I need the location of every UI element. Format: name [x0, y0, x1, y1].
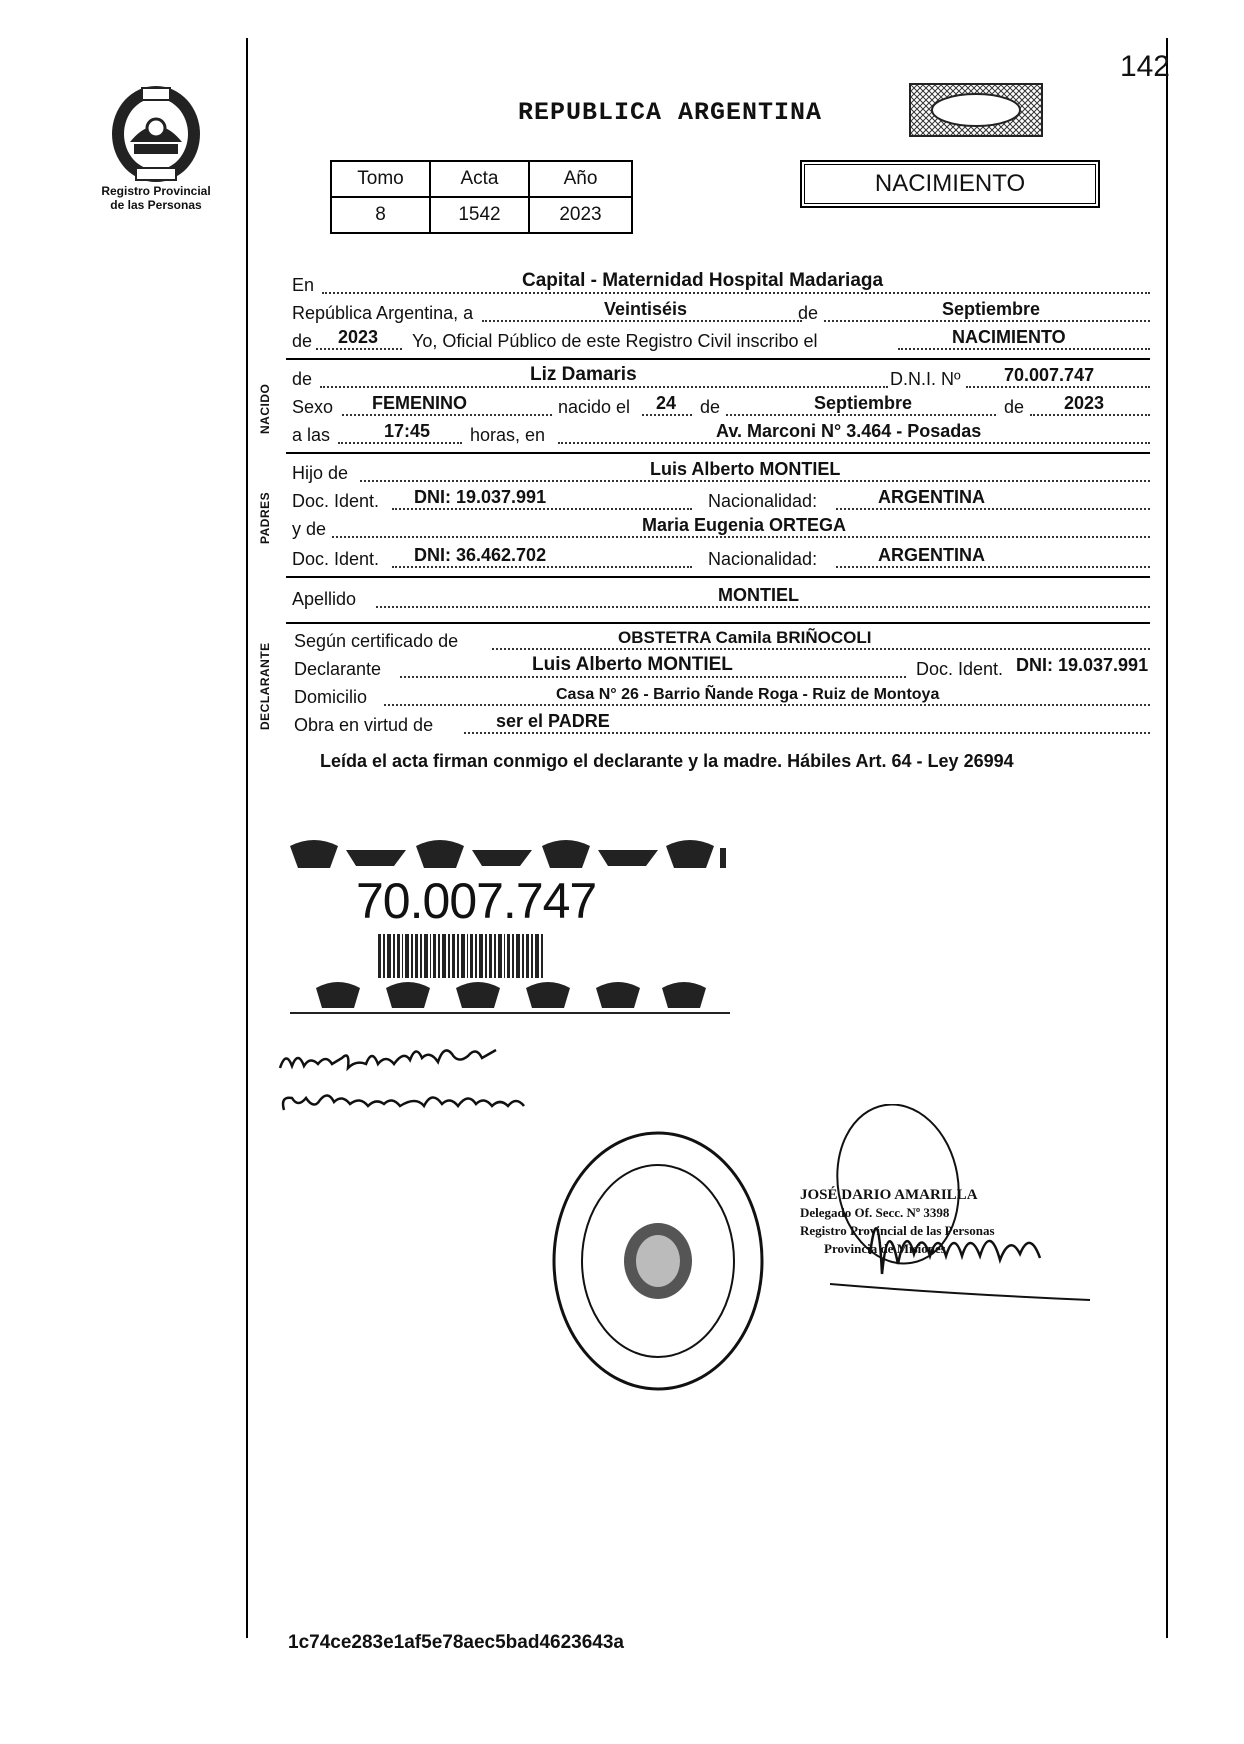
value-certificado: OBSTETRA Camila BRIÑOCOLI: [618, 628, 872, 647]
label-de-month: de: [700, 397, 721, 417]
header-anio: Año: [529, 161, 632, 197]
security-stamp-icon: [908, 82, 1044, 138]
value-apellido: MONTIEL: [718, 585, 799, 605]
document-type-box: [800, 160, 1100, 208]
value-anio: 2023: [529, 197, 632, 233]
logo-caption: [86, 184, 226, 212]
value-birth-month: Septiembre: [814, 393, 913, 413]
label-hijo-de: Hijo de: [292, 463, 349, 483]
divider: [286, 576, 1150, 578]
row-name: [292, 364, 1150, 392]
value-birth-day: 24: [656, 393, 677, 413]
dotted-line: [320, 386, 888, 388]
dotted-line: [898, 348, 1150, 350]
official-title: Delegado Of. Secc. Nº 3398: [800, 1205, 950, 1220]
header-acta: Acta: [430, 161, 529, 197]
barcode-dni-number: 70.007.747: [356, 873, 597, 929]
divider: [286, 622, 1150, 624]
label-de-name: de: [292, 369, 313, 389]
dotted-line: [384, 704, 1150, 706]
left-margin-line: [246, 38, 248, 1638]
dotted-line: [1030, 414, 1150, 416]
row-mother: [292, 514, 1150, 542]
provincial-logo: [86, 80, 226, 212]
dotted-line: [836, 566, 1150, 568]
value-mother-nationality: ARGENTINA: [878, 545, 985, 565]
value-birth-place: Av. Marconi N° 3.464 - Posadas: [716, 421, 982, 441]
value-doc-declarante: DNI: 19.037.991: [1016, 655, 1149, 675]
value-tomo: 8: [331, 197, 430, 233]
value-month: Septiembre: [942, 299, 1041, 319]
dotted-line: [824, 320, 1150, 322]
logo-caption-line1: Registro Provincial: [101, 184, 211, 198]
label-doc-mother: Doc. Ident.: [292, 549, 380, 569]
label-horas: horas, en: [470, 425, 546, 445]
header-tomo: Tomo: [331, 161, 430, 197]
label-en: En: [292, 275, 315, 295]
dotted-line: [332, 536, 1150, 538]
official-office: Registro Provincial de las Personas: [800, 1223, 995, 1238]
value-father-nationality: ARGENTINA: [878, 487, 985, 507]
dotted-line: [392, 508, 692, 510]
misiones-seal-icon: [104, 80, 208, 184]
value-dni: 70.007.747: [1004, 365, 1095, 385]
row-father: [292, 458, 1150, 486]
right-margin-line: [1166, 38, 1168, 1638]
section-label-nacido: NACIDO: [258, 383, 272, 434]
logo-caption-line2: de las Personas: [110, 198, 202, 212]
value-acta: 1542: [430, 197, 529, 233]
row-inscribe: [292, 326, 1150, 354]
row-father-doc: [292, 486, 1150, 514]
value-father: Luis Alberto MONTIEL: [650, 459, 841, 479]
value-name: Liz Damaris: [530, 364, 637, 385]
label-nacido-el: nacido el: [558, 397, 631, 417]
country-title: REPUBLICA ARGENTINA: [518, 98, 823, 127]
reference-table: [330, 160, 633, 234]
section-label-declarante: DECLARANTE: [258, 642, 272, 730]
label-domicilio: Domicilio: [294, 687, 368, 707]
label-nacionalidad-mother: Nacionalidad:: [708, 549, 818, 569]
dotted-line: [464, 732, 1150, 734]
reference-table-value-row: [331, 197, 632, 233]
dotted-line: [726, 414, 996, 416]
dotted-line: [392, 566, 692, 568]
label-obra: Obra en virtud de: [294, 715, 434, 735]
official-stamp: [548, 1126, 768, 1396]
dotted-line: [492, 648, 1150, 650]
dotted-line: [482, 320, 802, 322]
value-declarante: Luis Alberto MONTIEL: [532, 654, 733, 675]
page-number: 142: [1119, 50, 1170, 83]
dotted-line: [376, 606, 1150, 608]
value-father-doc: DNI: 19.037.991: [414, 487, 547, 507]
label-inscribe: Yo, Oficial Público de este Registro Civil inscribo el: [412, 331, 818, 351]
value-sexo: FEMENINO: [372, 393, 468, 413]
value-event: NACIMIENTO: [952, 327, 1066, 347]
label-certificado: Según certificado de: [294, 631, 459, 651]
dotted-line: [360, 480, 1150, 482]
official-block: [800, 1186, 995, 1258]
divider: [286, 358, 1150, 360]
divider: [286, 452, 1150, 454]
value-domicilio: Casa N° 26 - Barrio Ñande Roga - Ruiz de Montoya: [556, 686, 940, 703]
value-place: Capital - Maternidad Hospital Madariaga: [522, 270, 884, 291]
official-name: JOSÉ DARIO AMARILLA: [800, 1187, 978, 1203]
label-doc-father: Doc. Ident.: [292, 491, 380, 511]
dotted-line: [338, 442, 462, 444]
label-apellido: Apellido: [292, 589, 357, 609]
row-domicilio: [292, 682, 1150, 710]
value-mother-doc: DNI: 36.462.702: [414, 545, 547, 565]
row-mother-doc: [292, 544, 1150, 572]
dotted-line: [342, 414, 552, 416]
value-mother: Maria Eugenia ORTEGA: [642, 515, 847, 535]
label-y-de: y de: [292, 519, 327, 539]
declarant-signatures: [276, 1040, 556, 1130]
row-time: [292, 420, 1150, 448]
label-doc-declarante: Doc. Ident.: [916, 659, 1004, 679]
row-sexo: [292, 392, 1150, 420]
value-day: Veintiséis: [604, 299, 688, 319]
official-province: Provincia de Misiones: [824, 1241, 946, 1256]
value-obra: ser el PADRE: [496, 711, 610, 731]
reference-table-header-row: [331, 161, 632, 197]
label-republica: República Argentina, a: [292, 303, 474, 323]
label-declarante: Declarante: [294, 659, 382, 679]
label-de-birth-year: de: [1004, 397, 1025, 417]
dotted-line: [966, 386, 1150, 388]
row-apellido: [292, 584, 1150, 612]
label-de-year: de: [292, 331, 313, 351]
legal-text: Leída el acta firman conmigo el declarante y la madre. Hábiles Art. 64 - Ley 26994: [320, 751, 1014, 771]
label-dni: D.N.I. Nº: [890, 369, 961, 389]
dotted-line: [642, 414, 692, 416]
barcode-block: [286, 836, 734, 1016]
section-label-padres: PADRES: [258, 491, 272, 544]
value-birth-year: 2023: [1064, 393, 1105, 413]
dotted-line: [836, 508, 1150, 510]
row-declarante: [292, 654, 1150, 682]
row-en: [292, 270, 1150, 298]
dotted-line: [322, 292, 1150, 294]
label-a-las: a las: [292, 425, 331, 445]
dotted-line: [558, 442, 1150, 444]
document-hash: 1c74ce283e1af5e78aec5bad4623643a: [288, 1632, 624, 1653]
label-de: de: [798, 303, 819, 323]
row-republica: [292, 298, 1150, 326]
document-type-label: NACIMIENTO: [874, 170, 1026, 197]
label-sexo: Sexo: [292, 397, 334, 417]
label-nacionalidad-father: Nacionalidad:: [708, 491, 818, 511]
dotted-line: [316, 348, 402, 350]
value-time: 17:45: [384, 421, 431, 441]
dotted-line: [400, 676, 906, 678]
value-year: 2023: [338, 327, 379, 347]
row-obra: [292, 710, 1150, 738]
row-certificado: [292, 626, 1150, 654]
